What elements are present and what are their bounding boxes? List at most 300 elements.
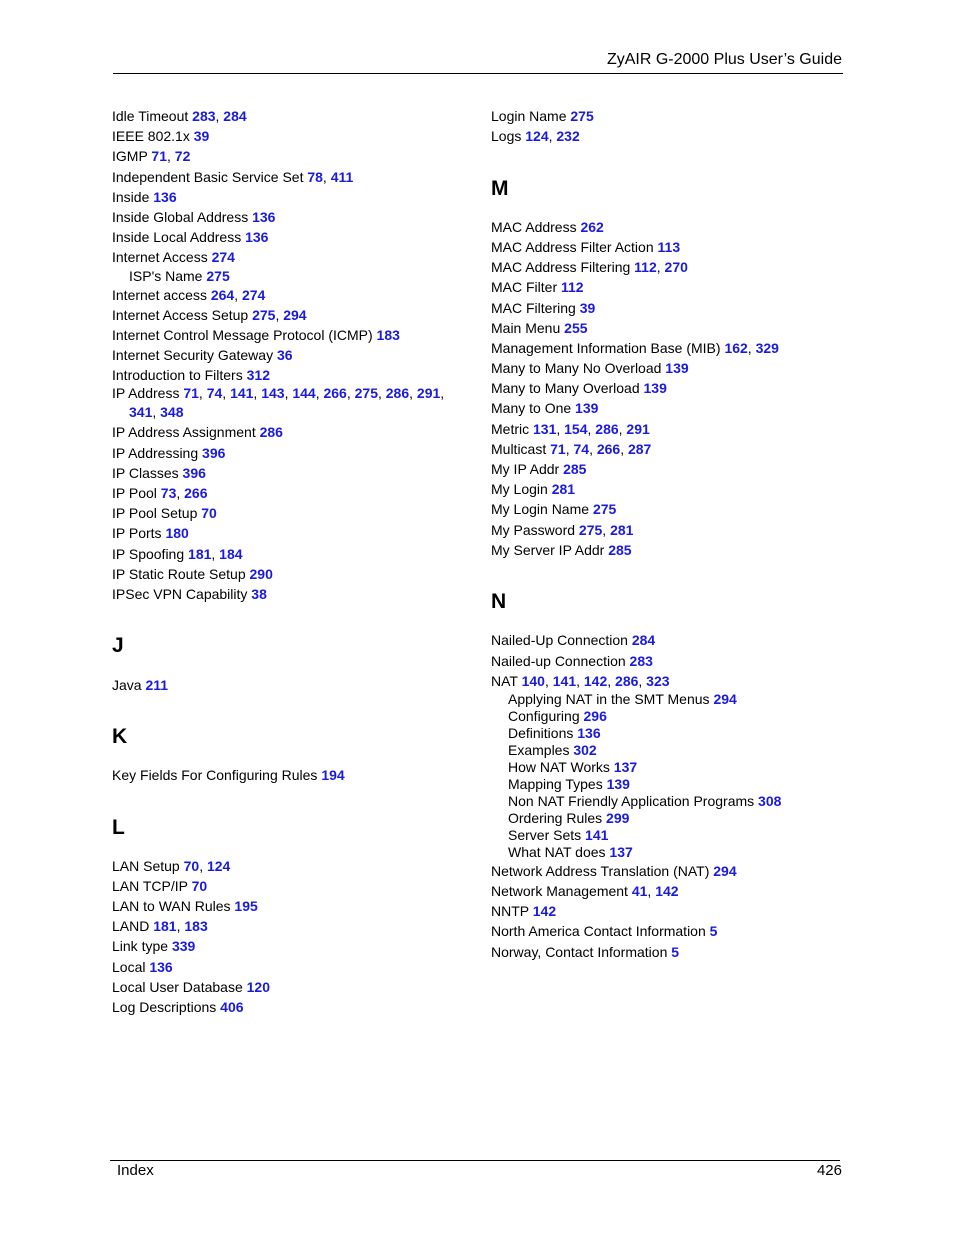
index-subentry xyxy=(491,810,861,827)
separator: , xyxy=(284,385,293,402)
page-link[interactable]: 139 xyxy=(665,360,689,377)
footer-section: Index xyxy=(117,1162,154,1179)
entry-term: My Password xyxy=(491,521,579,538)
page-link[interactable]: 275 xyxy=(206,267,230,284)
entry-term: IP Spoofing xyxy=(112,545,189,562)
page-link[interactable]: 266 xyxy=(184,485,208,501)
page-link[interactable]: 274 xyxy=(211,249,235,266)
index-subentry xyxy=(491,691,861,708)
page-link[interactable]: 184 xyxy=(219,545,243,562)
entry-term: How NAT Works xyxy=(508,758,614,775)
entry-term: Management Information Base (MIB) xyxy=(491,339,725,356)
page-link[interactable]: 287 xyxy=(627,440,652,457)
separator: , xyxy=(620,440,628,457)
page-link[interactable]: 142 xyxy=(532,903,557,920)
page-link[interactable]: 139 xyxy=(575,400,599,417)
page-link[interactable]: 411 xyxy=(330,168,354,185)
entry-term: NAT xyxy=(491,672,522,689)
page-link[interactable]: 286 xyxy=(615,672,639,689)
entry-term: Configuring xyxy=(508,707,584,724)
entry-term: Mapping Types xyxy=(508,775,607,792)
page-link[interactable]: 112 xyxy=(561,279,584,296)
entry-term: Key Fields For Configuring Rules xyxy=(112,767,322,784)
index-subentry xyxy=(491,742,861,759)
page-link[interactable]: 142 xyxy=(655,883,679,900)
page-link[interactable]: 290 xyxy=(249,565,273,582)
spacer xyxy=(112,785,482,812)
separator: , xyxy=(176,485,185,501)
separator: , xyxy=(215,108,224,124)
page-link[interactable]: 136 xyxy=(149,958,173,975)
page-link[interactable]: 183 xyxy=(184,918,208,935)
index-entry xyxy=(491,881,861,901)
index-entry xyxy=(112,503,482,523)
entry-term: LAN TCP/IP xyxy=(112,877,192,894)
entry-term: Non NAT Friendly Application Programs xyxy=(508,792,759,809)
index-subentry xyxy=(491,725,861,742)
entry-term: Metric xyxy=(491,420,533,437)
entry-term: MAC Filter xyxy=(491,279,561,296)
page-link[interactable]: 396 xyxy=(182,464,206,481)
page-link[interactable]: 302 xyxy=(573,741,597,758)
index-entry xyxy=(112,564,482,584)
page-link[interactable]: 275 xyxy=(578,521,603,538)
entry-term: Internet Access Setup xyxy=(112,306,253,323)
page-link[interactable]: 181 xyxy=(188,545,212,562)
index-entry xyxy=(491,237,861,257)
page-link[interactable]: 124 xyxy=(206,857,231,874)
page-link[interactable]: 294 xyxy=(713,862,737,879)
page-link[interactable]: 141 xyxy=(552,672,577,689)
page-link[interactable]: 286 xyxy=(595,420,619,437)
entry-term: Nailed-up Connection xyxy=(491,652,630,669)
section-letter: M xyxy=(491,176,509,200)
separator: , xyxy=(618,420,627,437)
separator: , xyxy=(198,385,207,402)
entry-term: IP Address Assignment xyxy=(112,424,260,441)
entry-term: Link type xyxy=(112,938,172,955)
spacer xyxy=(112,752,482,765)
page-link[interactable]: 139 xyxy=(643,380,667,397)
index-entry xyxy=(112,584,482,604)
separator: , xyxy=(234,286,242,303)
page-link[interactable]: 329 xyxy=(755,339,779,356)
page-link[interactable]: 120 xyxy=(246,978,270,995)
entry-term: Local xyxy=(112,958,150,975)
page-link[interactable]: 262 xyxy=(580,218,604,235)
spacer xyxy=(491,560,861,587)
separator: , xyxy=(544,672,553,689)
page-link[interactable]: 286 xyxy=(385,385,410,402)
section-letter: N xyxy=(491,590,507,614)
entry-term: IP Static Route Setup xyxy=(112,565,250,582)
page-link[interactable]: 284 xyxy=(223,108,247,124)
entry-term: Inside Local Address xyxy=(112,229,246,246)
separator: , xyxy=(377,385,386,402)
index-entry xyxy=(112,285,482,305)
separator: , xyxy=(211,545,220,562)
index-entry xyxy=(112,365,482,385)
spacer xyxy=(491,204,861,217)
index-entry xyxy=(112,977,482,997)
page-link[interactable]: 195 xyxy=(234,898,258,915)
separator: , xyxy=(647,883,656,900)
entry-term: Internet Access xyxy=(112,249,212,266)
entry-term: Log Descriptions xyxy=(112,998,221,1015)
index-entry xyxy=(112,957,482,977)
page-link[interactable]: 112 xyxy=(634,259,657,276)
separator: , xyxy=(167,148,175,165)
entry-term: Java xyxy=(112,676,146,693)
index-subentry xyxy=(491,776,861,793)
index-column-right xyxy=(491,106,861,962)
page-link[interactable]: 285 xyxy=(563,461,587,478)
index-entry xyxy=(112,544,482,564)
page-link[interactable]: 41 xyxy=(631,883,648,900)
entry-term: IP Classes xyxy=(112,464,183,481)
page-link[interactable]: 71 xyxy=(550,440,566,457)
page-link[interactable]: 283 xyxy=(192,108,216,124)
separator: , xyxy=(548,128,557,145)
index-entry xyxy=(491,338,861,358)
entry-term: Examples xyxy=(508,741,574,758)
entry-term: Local User Database xyxy=(112,978,247,995)
index-entry xyxy=(112,422,482,442)
entry-term: My IP Addr xyxy=(491,461,564,478)
separator: , xyxy=(589,440,597,457)
entry-term: IGMP xyxy=(112,148,152,165)
page-link[interactable]: 266 xyxy=(323,385,347,402)
page-link[interactable]: 294 xyxy=(283,306,307,323)
index-entry xyxy=(491,901,861,921)
entry-term: North America Contact Information xyxy=(491,923,710,940)
page-link[interactable]: 348 xyxy=(160,404,184,421)
index-entry xyxy=(491,630,861,650)
index-subentry xyxy=(491,844,861,861)
index-subentry xyxy=(491,759,861,776)
index-entry xyxy=(112,523,482,543)
page-link[interactable]: 299 xyxy=(606,809,630,826)
page-link[interactable]: 136 xyxy=(245,229,269,246)
page-link[interactable]: 281 xyxy=(610,521,634,538)
entry-term: MAC Filtering xyxy=(491,299,580,316)
entry-term: My Login Name xyxy=(491,501,593,518)
separator: , xyxy=(152,404,161,421)
index-entry xyxy=(112,675,482,695)
entry-term: Nailed-Up Connection xyxy=(491,632,632,649)
footer-page-number: 426 xyxy=(816,1162,842,1179)
page-link[interactable]: 38 xyxy=(251,585,267,602)
index-entry xyxy=(491,459,861,479)
page-link[interactable]: 291 xyxy=(416,385,441,402)
index-entry xyxy=(112,856,482,876)
page-link[interactable]: 5 xyxy=(709,923,718,940)
entry-term: Applying NAT in the SMT Menus xyxy=(508,690,714,707)
index-entry xyxy=(491,439,861,459)
entry-term: LAND xyxy=(112,918,154,935)
entry-term: Norway, Contact Information xyxy=(491,943,672,960)
page-link[interactable]: 183 xyxy=(376,326,400,343)
index-entry xyxy=(491,671,861,691)
index-entry xyxy=(491,126,861,146)
header-title: ZyAIR G-2000 Plus User’s Guide xyxy=(606,51,842,68)
page-link[interactable]: 36 xyxy=(276,347,293,364)
index-entry xyxy=(112,896,482,916)
separator: , xyxy=(576,672,584,689)
entry-term: IP Ports xyxy=(112,525,166,542)
page-link[interactable]: 285 xyxy=(608,541,632,558)
separator: , xyxy=(315,385,324,402)
page-link[interactable]: 275 xyxy=(252,306,276,323)
entry-term: Idle Timeout xyxy=(112,108,193,124)
index-entry xyxy=(491,861,861,881)
index-entry xyxy=(491,398,861,418)
entry-term: IP Address xyxy=(112,385,184,402)
page-link[interactable]: 71 xyxy=(151,148,167,165)
entry-term: Internet Security Gateway xyxy=(112,347,277,364)
index-entry xyxy=(112,345,482,365)
page-link[interactable]: 255 xyxy=(564,319,588,336)
page-link[interactable]: 275 xyxy=(570,108,594,124)
page-link[interactable]: 323 xyxy=(646,672,670,689)
page-link[interactable]: 396 xyxy=(202,444,226,461)
index-subentry xyxy=(491,827,861,844)
entry-term: Inside xyxy=(112,188,154,205)
page-link[interactable]: 136 xyxy=(252,208,276,225)
index-entry xyxy=(491,217,861,237)
page-link[interactable]: 142 xyxy=(583,672,608,689)
index-entry xyxy=(491,520,861,540)
page-link[interactable]: 406 xyxy=(220,998,244,1015)
section-letter: J xyxy=(112,634,124,658)
index-entry xyxy=(112,146,482,166)
entry-term: Login Name xyxy=(491,108,571,124)
page-link[interactable]: 136 xyxy=(153,188,177,205)
page-link[interactable]: 144 xyxy=(292,385,316,402)
header-divider xyxy=(113,73,843,74)
index-entry xyxy=(491,378,861,398)
separator: , xyxy=(602,521,611,538)
entry-term: LAN Setup xyxy=(112,857,184,874)
page-link[interactable]: 211 xyxy=(145,676,169,693)
entry-term: MAC Address Filter Action xyxy=(491,238,658,255)
entry-term: Multicast xyxy=(491,440,551,457)
spacer xyxy=(112,695,482,722)
page-link[interactable]: 74 xyxy=(573,440,590,457)
index-entry xyxy=(112,876,482,896)
index-entry xyxy=(491,479,861,499)
page-link[interactable]: 124 xyxy=(525,128,549,145)
index-entry xyxy=(112,463,482,483)
entry-term: Internet access xyxy=(112,286,211,303)
spacer xyxy=(112,661,482,674)
separator: , xyxy=(176,918,185,935)
separator: , xyxy=(607,672,616,689)
page-link[interactable]: 154 xyxy=(564,420,588,437)
spacer xyxy=(491,617,861,630)
entry-term: IPSec VPN Capability xyxy=(112,585,252,602)
page-link[interactable]: 274 xyxy=(241,286,266,303)
page-link[interactable]: 275 xyxy=(592,501,617,518)
page-link[interactable]: 291 xyxy=(626,420,650,437)
entry-term: MAC Address Filtering xyxy=(491,259,635,276)
index-entry xyxy=(112,126,482,146)
page-link[interactable]: 140 xyxy=(521,672,545,689)
page-link[interactable]: 264 xyxy=(210,286,235,303)
separator: , xyxy=(747,339,756,356)
index-entry xyxy=(112,325,482,345)
entry-term: Definitions xyxy=(508,724,578,741)
page-link[interactable]: 180 xyxy=(165,525,189,542)
page-link[interactable]: 339 xyxy=(171,938,196,955)
page-link[interactable]: 5 xyxy=(671,943,680,960)
index-entry xyxy=(112,106,482,126)
spacer xyxy=(112,604,482,631)
page-link[interactable]: 137 xyxy=(613,758,638,775)
entry-term: Many to Many Overload xyxy=(491,380,644,397)
page-link[interactable]: 181 xyxy=(153,918,177,935)
page-link[interactable]: 266 xyxy=(596,440,621,457)
index-entry xyxy=(112,916,482,936)
index-entry xyxy=(491,651,861,671)
separator: , xyxy=(565,440,574,457)
page-link[interactable]: 296 xyxy=(583,707,607,724)
page-link[interactable]: 39 xyxy=(579,299,596,316)
index-entry xyxy=(112,227,482,247)
page-link[interactable]: 141 xyxy=(230,385,254,402)
index-entry xyxy=(112,936,482,956)
separator: , xyxy=(440,385,445,402)
page-link[interactable]: 113 xyxy=(657,238,681,255)
separator: , xyxy=(638,672,647,689)
page-link[interactable]: 72 xyxy=(174,148,191,165)
footer-divider xyxy=(110,1160,840,1161)
page-link[interactable]: 71 xyxy=(183,385,199,402)
index-entry xyxy=(112,385,482,402)
section-letter: K xyxy=(112,724,128,748)
page-link[interactable]: 281 xyxy=(551,481,576,498)
page-link[interactable]: 70 xyxy=(191,877,208,894)
index-entry xyxy=(491,318,861,338)
index-entry xyxy=(491,257,861,277)
entry-term: What NAT does xyxy=(508,843,610,860)
separator: , xyxy=(253,385,262,402)
separator: , xyxy=(199,857,207,874)
index-entry xyxy=(112,305,482,325)
entry-term: Independent Basic Service Set xyxy=(112,168,308,185)
page-link[interactable]: 312 xyxy=(246,367,270,384)
entry-term: My Server IP Addr xyxy=(491,541,609,558)
entry-term: IP Addressing xyxy=(112,444,203,461)
entry-term: My Login xyxy=(491,481,552,498)
page-link[interactable]: 275 xyxy=(354,385,378,402)
entry-term: Many to Many No Overload xyxy=(491,360,666,377)
index-entry xyxy=(491,106,861,126)
page-link[interactable]: 283 xyxy=(629,652,653,669)
index-entry xyxy=(491,298,861,318)
section-letter: L xyxy=(112,815,125,839)
page-link[interactable]: 143 xyxy=(261,385,285,402)
entry-term: Inside Global Address xyxy=(112,208,253,225)
entry-term: Network Management xyxy=(491,883,632,900)
page-link[interactable]: 162 xyxy=(724,339,748,356)
page-link[interactable]: 70 xyxy=(183,857,200,874)
page-link[interactable]: 194 xyxy=(321,767,345,784)
entry-term: Internet Control Message Protocol (ICMP) xyxy=(112,326,377,343)
index-entry xyxy=(112,765,482,785)
index-entry xyxy=(112,187,482,207)
index-entry xyxy=(112,247,482,267)
entry-term: MAC Address xyxy=(491,218,581,235)
spacer xyxy=(491,146,861,173)
entry-term: Server Sets xyxy=(508,826,586,843)
index-subentry xyxy=(491,708,861,725)
index-entry xyxy=(112,483,482,503)
index-entry xyxy=(491,540,861,560)
index-entry xyxy=(112,167,482,187)
separator: , xyxy=(587,420,596,437)
index-entry xyxy=(491,419,861,439)
page-link[interactable]: 232 xyxy=(556,128,580,145)
index-entry xyxy=(491,499,861,519)
spacer xyxy=(112,843,482,856)
page-link[interactable]: 308 xyxy=(758,792,782,809)
index-subentry xyxy=(112,268,482,285)
index-entry xyxy=(112,402,482,422)
page-link[interactable]: 284 xyxy=(631,632,656,649)
separator: , xyxy=(409,385,417,402)
index-entry xyxy=(491,921,861,941)
index-entry xyxy=(491,358,861,378)
entry-term: IEEE 802.1x xyxy=(112,128,194,145)
entry-term: ISP's Name xyxy=(129,267,207,284)
page-link[interactable]: 39 xyxy=(193,128,210,145)
entry-term: Introduction to Filters xyxy=(112,367,247,384)
page-link[interactable]: 286 xyxy=(259,424,283,441)
entry-term: LAN to WAN Rules xyxy=(112,898,235,915)
separator: , xyxy=(322,168,331,185)
entry-term: Many to One xyxy=(491,400,576,417)
entry-term: Logs xyxy=(491,128,526,145)
page-link[interactable]: 70 xyxy=(201,505,217,522)
entry-term: Network Address Translation (NAT) xyxy=(491,862,714,879)
page-link[interactable]: 137 xyxy=(609,843,633,860)
index-subentry xyxy=(491,793,861,810)
page-link[interactable]: 270 xyxy=(664,259,688,276)
page-link[interactable]: 294 xyxy=(713,690,737,707)
entry-term: Main Menu xyxy=(491,319,565,336)
index-entry xyxy=(491,942,861,962)
page-link[interactable]: 136 xyxy=(577,724,601,741)
index-entry xyxy=(112,443,482,463)
separator: , xyxy=(222,385,231,402)
page-link[interactable]: 74 xyxy=(206,385,223,402)
page-link[interactable]: 78 xyxy=(307,168,323,185)
entry-term: Ordering Rules xyxy=(508,809,607,826)
separator: , xyxy=(656,259,665,276)
index-column-left xyxy=(112,106,482,1017)
page-link[interactable]: 139 xyxy=(606,775,630,792)
page-link[interactable]: 141 xyxy=(585,826,609,843)
entry-term: IP Pool Setup xyxy=(112,505,202,522)
entry-term: IP Pool xyxy=(112,485,161,501)
page-link[interactable]: 131 xyxy=(533,420,557,437)
entry-term: NNTP xyxy=(491,903,533,920)
page-link[interactable]: 341 xyxy=(129,404,153,421)
index-entry xyxy=(112,207,482,227)
page-link[interactable]: 73 xyxy=(160,485,177,501)
separator: , xyxy=(346,385,355,402)
